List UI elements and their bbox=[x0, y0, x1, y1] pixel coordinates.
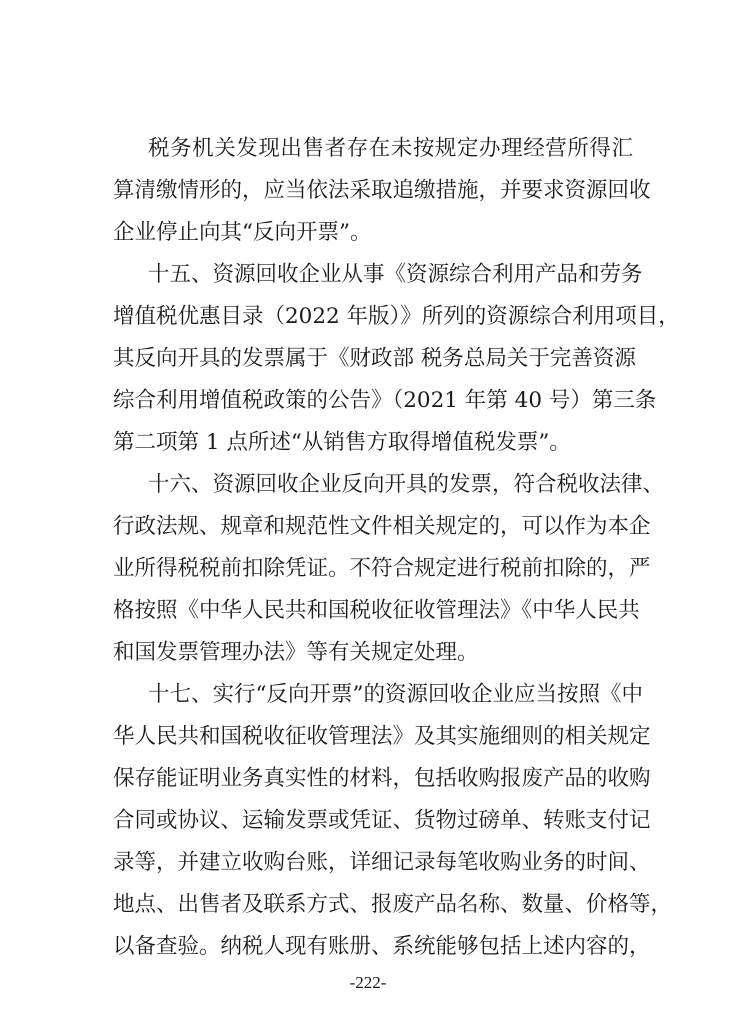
page-number: -222- bbox=[349, 973, 387, 992]
paragraph-line: 增值税优惠目录（2022 年版）》所列的资源综合利用项目， bbox=[113, 304, 680, 329]
paragraph-line: 保存能证明业务真实性的材料，包括收购报废产品的收购 bbox=[113, 766, 651, 791]
paragraph-line: 第二项第 1 点所述“从销售方取得增值税发票”。 bbox=[113, 430, 571, 455]
paragraph-line: 地点、出售者及联系方式、报废产品名称、数量、价格等， bbox=[113, 892, 673, 917]
paragraph-line: 以备查验。纳税人现有账册、系统能够包括上述内容的， bbox=[113, 934, 651, 959]
paragraph-line: 合同或协议、运输发票或凭证、货物过磅单、转账支付记 bbox=[113, 808, 651, 833]
paragraph-line: 十五、资源回收企业从事《资源综合利用产品和劳务 bbox=[148, 262, 643, 287]
paragraph-line: 综合利用增值税政策的公告》（2021 年第 40 号）第三条 bbox=[113, 388, 657, 413]
paragraph-line: 和国发票管理办法》等有关规定处理。 bbox=[113, 640, 479, 665]
paragraph-line: 税务机关发现出售者存在未按规定办理经营所得汇 bbox=[148, 136, 633, 161]
paragraph-line: 十七、实行“反向开票”的资源回收企业应当按照《中 bbox=[148, 682, 643, 707]
paragraph-line: 业所得税税前扣除凭证。不符合规定进行税前扣除的，严 bbox=[113, 556, 651, 581]
paragraph-line: 行政法规、规章和规范性文件相关规定的，可以作为本企 bbox=[113, 514, 651, 539]
paragraph-line: 企业停止向其“反向开票”。 bbox=[113, 220, 372, 245]
paragraph-line: 其反向开具的发票属于《财政部 税务总局关于完善资源 bbox=[113, 346, 636, 371]
paragraph-line: 格按照《中华人民共和国税收征收管理法》《中华人民共 bbox=[113, 598, 640, 623]
paragraph-line: 算清缴情形的，应当依法采取追缴措施，并要求资源回收 bbox=[113, 178, 651, 203]
paragraph-line: 录等，并建立收购台账，详细记录每笔收购业务的时间、 bbox=[113, 850, 651, 875]
paragraph-line: 十六、资源回收企业反向开具的发票，符合税收法律、 bbox=[148, 472, 665, 497]
paragraph-line: 华人民共和国税收征收管理法》及其实施细则的相关规定 bbox=[113, 724, 651, 749]
